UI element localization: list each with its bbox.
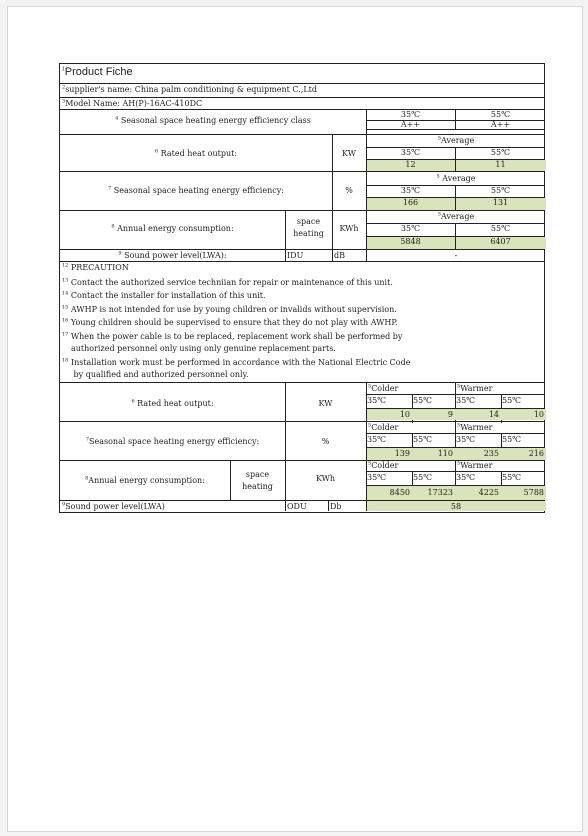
- efficiency-temp-35: 35℃: [400, 186, 421, 195]
- rated-heat-average: $^5$Average: [437, 135, 475, 145]
- sec2-sound-power-label: $^9$Sound power level(LWA): [62, 501, 165, 511]
- precaution-line-17-cont: authorized personnel only using only genuine replacement parts.: [71, 344, 336, 353]
- sec2-sound-power-odu-unit: ODU: [287, 502, 307, 511]
- sec2-annual-energy-t2: 55℃: [413, 473, 433, 482]
- efficiency-unit: %: [345, 186, 353, 195]
- sec2-annual-energy-t1: 35℃: [367, 473, 387, 482]
- sec2-rated-heat-label: $^6$ Rated heat output:: [131, 398, 214, 408]
- efficiency-temp-55: 55℃: [490, 186, 511, 195]
- annual-energy-unit: KWh: [339, 224, 359, 233]
- efficiency-value-35: 166: [402, 198, 419, 207]
- sec2-rated-heat-v2: 9: [447, 410, 453, 419]
- precaution-line-15: $^{15}$ AWHP is not intended for use by young children or invalids without supervision.: [62, 304, 397, 314]
- sec2-rated-heat-colder: $^5$Colder: [368, 383, 399, 393]
- sec2-efficiency-unit: %: [321, 437, 330, 446]
- rated-heat-temp-55: 55℃: [490, 148, 511, 157]
- annual-energy-sub-heating: heating: [293, 229, 324, 238]
- sound-power-idu-unit: IDU: [287, 251, 304, 260]
- precaution-line-13: $^{13}$ Contact the authorized service techniian for repair or maintenance of this unit.: [62, 277, 393, 287]
- class-temp-35: 35℃: [400, 110, 421, 119]
- sec2-efficiency-v4: 216: [528, 449, 544, 458]
- sec2-rated-heat-v3: 14: [488, 410, 499, 419]
- annual-energy-label: $^8$ Annual energy consumption:: [111, 223, 234, 233]
- sec2-efficiency-t3: 35℃: [456, 435, 476, 444]
- rated-heat-label: $^6$ Rated heat output:: [154, 148, 238, 158]
- sec2-efficiency-label: $^7$Seasonal space heating energy efficiency:: [85, 436, 260, 446]
- energy-class-label: $^4$ Seasonal space heating energy efficiency class: [115, 115, 311, 125]
- class-temp-55: 55℃: [490, 110, 511, 119]
- sec2-annual-energy-v1: 8450: [389, 488, 410, 497]
- sec2-rated-heat-t2: 55℃: [413, 396, 433, 405]
- sec2-annual-energy-v3: 4225: [478, 488, 499, 497]
- rated-heat-value-35: 12: [405, 160, 416, 169]
- annual-energy-temp-55: 55℃: [490, 224, 511, 233]
- sec2-annual-energy-warmer: $^5$Warmer: [457, 460, 493, 470]
- precaution-line-17: $^{17}$ When the power cable is to be replaced, replacement work shall be performed by: [62, 331, 403, 341]
- sec2-sound-power-value: 58: [450, 502, 462, 511]
- sec2-annual-energy-t3: 35℃: [456, 473, 476, 482]
- supplier-line: $^2$supplier's name: China palm conditioning & equipment C.,Ltd: [62, 84, 317, 94]
- sec2-annual-energy-colder: $^5$Colder: [368, 460, 399, 470]
- sec2-rated-heat-warmer: $^5$Warmer: [457, 383, 493, 393]
- sec2-efficiency-v2: 110: [437, 449, 453, 458]
- sec2-efficiency-colder: $^5$Colder: [368, 422, 399, 432]
- sec2-rated-heat-v4: 10: [533, 410, 544, 419]
- sec2-annual-energy-v4: 5788: [523, 488, 544, 497]
- sec2-sound-power-db: Db: [330, 502, 342, 511]
- rated-heat-value-55: 11: [495, 160, 506, 169]
- annual-energy-temp-35: 35℃: [400, 224, 421, 233]
- sec2-annual-energy-v2: 17323: [427, 488, 453, 497]
- sound-power-idu-value: -: [454, 251, 458, 260]
- precaution-heading: $^{12}$ PRECAUTION: [62, 262, 129, 272]
- annual-energy-value-55: 6407: [490, 237, 511, 246]
- page-title: $^1$Product Fiche: [62, 66, 133, 78]
- product-fiche-table: [59, 63, 545, 513]
- sec2-efficiency-t4: 55℃: [502, 435, 522, 444]
- class-value-55: A++: [490, 120, 511, 129]
- annual-energy-average: $^5$Average: [437, 211, 475, 221]
- annual-energy-sub-space: space: [296, 217, 321, 226]
- class-value-35: A++: [400, 120, 421, 129]
- sec2-efficiency-t2: 55℃: [413, 435, 433, 444]
- sound-power-idu-db: dB: [334, 251, 345, 260]
- sound-power-idu-label: $^9$ Sound power level(LWA):: [118, 250, 227, 260]
- sec2-efficiency-t1: 35℃: [367, 435, 387, 444]
- model-line: $^3$Model Name: AH(P)-16AC-410DC: [62, 98, 203, 108]
- efficiency-label: $^7$ Seasonal space heating energy efficiency:: [108, 185, 284, 195]
- sec2-rated-heat-t4: 55℃: [502, 396, 522, 405]
- sec2-efficiency-v1: 139: [394, 449, 410, 458]
- sec2-rated-heat-v1: 10: [399, 410, 410, 419]
- efficiency-value-55: 131: [492, 198, 509, 207]
- precaution-line-18: $^{18}$ Installation work must be performed in accordance with the National Electric Code: [62, 357, 411, 367]
- document-page: [7, 6, 583, 832]
- sec2-efficiency-warmer: $^5$Warmer: [457, 422, 493, 432]
- sec2-annual-energy-unit: KWh: [315, 474, 336, 483]
- efficiency-average: $^5$ Average: [436, 173, 476, 183]
- precaution-line-18-cont: by qualified and authorized personnel only.: [71, 370, 249, 379]
- sec2-efficiency-v3: 235: [483, 449, 499, 458]
- sec2-annual-energy-label: $^8$Annual energy consumption:: [85, 475, 205, 485]
- sec2-annual-energy-sub-heating: heating: [242, 482, 273, 491]
- sec2-rated-heat-unit: KW: [318, 399, 333, 408]
- sec2-annual-energy-sub-space: space: [245, 470, 270, 479]
- rated-heat-temp-35: 35℃: [400, 148, 421, 157]
- rated-heat-unit: KW: [342, 149, 356, 158]
- sec2-annual-energy-t4: 55℃: [502, 473, 522, 482]
- annual-energy-value-35: 5848: [400, 237, 421, 246]
- sec2-rated-heat-t1: 35℃: [367, 396, 387, 405]
- precaution-line-14: $^{14}$ Contact the installer for installation of this unit.: [62, 290, 266, 300]
- sec2-rated-heat-t3: 35℃: [456, 396, 476, 405]
- precaution-line-16: $^{16}$ Young children should be supervised to ensure that they do not play with AWHP.: [62, 317, 398, 327]
